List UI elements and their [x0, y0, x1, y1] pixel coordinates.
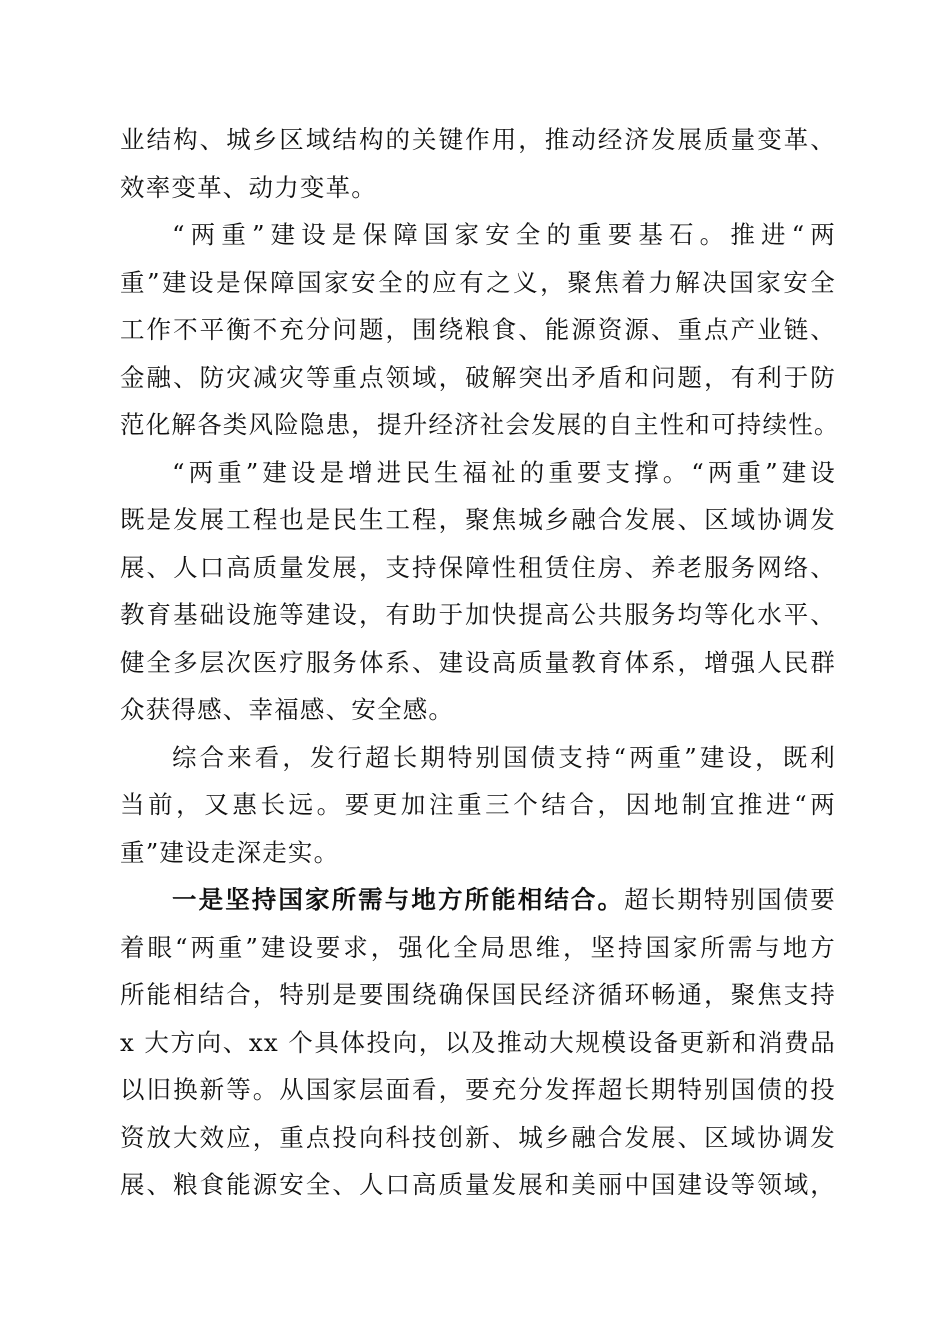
text-line: 健全多层次医疗服务体系、建设高质量教育体系，增强人民群: [120, 647, 836, 677]
text-line: 效率变革、动力变革。: [120, 172, 377, 202]
paragraph-start-line: 综合来看，发行超长期特别国债支持“两重”建设，既利: [172, 742, 836, 772]
text-line: 资放大效应，重点投向科技创新、城乡融合发展、区域协调发: [120, 1122, 836, 1152]
bold-heading: 一是坚持国家所需与地方所能相结合。: [172, 885, 625, 914]
text-line: x 大方向、xx 个具体投向，以及推动大规模设备更新和消费品: [120, 1027, 836, 1057]
text-line: 众获得感、幸福感、安全感。: [120, 695, 455, 724]
paragraph-start-line: “两重”建设是增进民生福祉的重要支撑。“两重”建设: [172, 457, 836, 487]
paragraph-start-line: “两重”建设是保障国家安全的重要基石。推进“两: [172, 220, 836, 249]
text-line: 当前，又惠长远。要更加注重三个结合，因地制宜推进“两: [120, 790, 836, 819]
text-line: 既是发展工程也是民生工程，聚焦城乡融合发展、区域协调发: [120, 505, 836, 534]
text-line: 以旧换新等。从国家层面看，要充分发挥超长期特别国债的投: [120, 1075, 836, 1104]
paragraph-start-line: [120, 876, 836, 924]
text-line: 展、粮食能源安全、人口高质量发展和美丽中国建设等领域，: [120, 1170, 836, 1199]
text-line: 教育基础设施等建设，有助于加快提高公共服务均等化水平、: [120, 600, 836, 629]
text-line: 范化解各类风险隐患，提升经济社会发展的自主性和可持续性。: [120, 410, 840, 439]
text-line: 着眼“两重”建设要求，强化全局思维，坚持国家所需与地方: [120, 932, 836, 962]
heading-continuation: 超长期特别国债要: [624, 885, 836, 914]
text-line: 工作不平衡不充分问题，围绕粮食、能源资源、重点产业链、: [120, 315, 836, 344]
text-line: 金融、防灾减灾等重点领域，破解突出矛盾和问题，有利于防: [120, 362, 836, 392]
text-line: 重”建设走深走实。: [120, 837, 340, 867]
body-text: [120, 116, 840, 1209]
text-line: 展、人口高质量发展，支持保障性租赁住房、养老服务网络、: [120, 552, 836, 582]
text-line: 业结构、城乡区域结构的关键作用，推动经济发展质量变革、: [120, 125, 836, 154]
text-line: 所能相结合，特别是要围绕确保国民经济循环畅通，聚焦支持: [120, 980, 836, 1009]
text-line: 重”建设是保障国家安全的应有之义，聚焦着力解决国家安全: [120, 267, 836, 297]
